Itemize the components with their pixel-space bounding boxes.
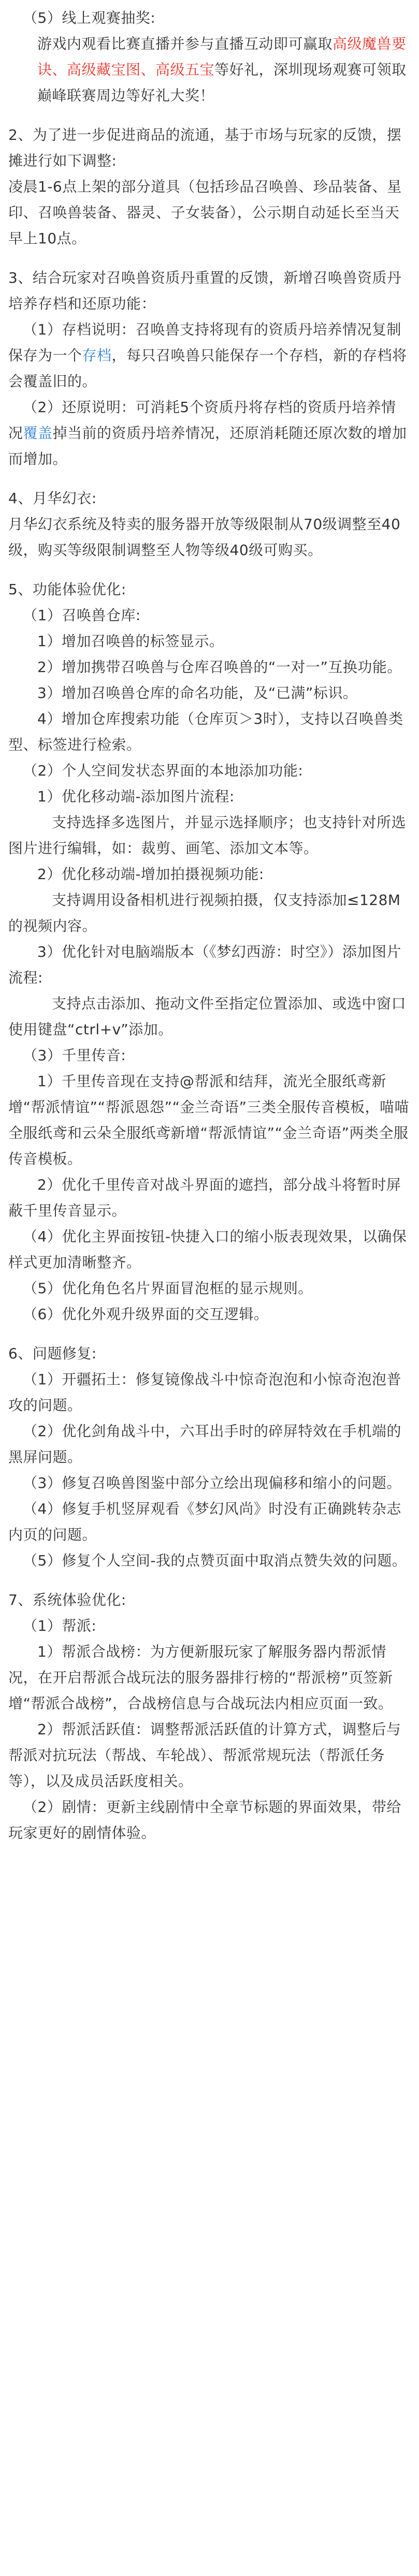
lottery-title: （5）线上观赛抽奖:	[23, 9, 156, 26]
reward-highlight: 高级藏宝图、	[67, 61, 156, 78]
section-7-heading: 7、系统体验优化:	[8, 1591, 126, 1608]
list-item-title: 3）优化针对电脑端版本（《梦幻西游：时空》）添加图片流程:	[8, 943, 401, 986]
archive-description: （1）存档说明：召唤兽支持将现有的资质丹培养情况复制保存为一个存档，每只召唤兽只能保存一个存档，新的存档将会覆盖旧的。	[8, 321, 407, 390]
list-item-body: 支持调用设备相机进行视频拍摄，仅支持添加≤128M的视频内容。	[8, 891, 401, 934]
list-item-title: 2）优化移动端-增加拍摄视频功能:	[37, 866, 264, 883]
list-item: （4）优化主界面按钮-快捷入口的缩小版表现效果，以确保样式更加清晰整齐。	[8, 1228, 407, 1271]
list-item: 1）帮派合战榜：为方便新服玩家了解服务器内帮派情况，在开启帮派合战玩法的服务器排行榜的“帮派榜”页签新增“帮派合战榜”，合战榜信息与合战玩法内相应页面一致。	[8, 1643, 393, 1712]
archive-highlight: 存档	[82, 347, 112, 364]
list-item: 2）增加携带召唤兽与仓库召唤兽的“一对一”互换功能。	[37, 658, 402, 676]
list-item: （2）优化剑角战斗中，六耳出手时的碎屏特效在手机端的黑屏问题。	[8, 1423, 401, 1466]
list-item-title: 1）优化移动端-添加图片流程:	[37, 788, 235, 805]
list-item: （3）修复召唤兽图鉴中部分立绘出现偏移和缩小的问题。	[23, 1474, 401, 1491]
list-item: （1）开疆拓土：修复镜像战斗中惊奇泡泡和小惊奇泡泡普攻的问题。	[8, 1371, 401, 1414]
section-5-heading: 5、功能体验优化:	[8, 581, 126, 598]
section-6-heading: 6、问题修复:	[8, 1345, 97, 1362]
reward-highlight: 高级魔兽要诀、	[37, 35, 407, 78]
reward-highlight: 高级五宝	[155, 61, 215, 78]
guild-title: （1）帮派:	[23, 1617, 97, 1634]
section-2-body: 凌晨1-6点上架的部分道具（包括珍品召唤兽、珍品装备、星印、召唤兽装备、器灵、子女装备），公示期自动延长至当天早上10点。	[8, 178, 402, 247]
pet-warehouse-title: （1）召唤兽仓库:	[23, 607, 141, 624]
list-item: 1）增加召唤兽的标签显示。	[37, 633, 224, 650]
list-item: （2）剧情：更新主线剧情中全章节标题的界面效果，带给玩家更好的剧情体验。	[8, 1798, 401, 1841]
list-item: 1）千里传音现在支持@帮派和结拜，流光全服纸鸢新增“帮派情谊”“帮派恩怨”“金兰奇语”三类全服传音模板，喵喵全服纸鸢和云朵全服纸鸢新增“帮派情谊”“金兰奇语”两类全服传音模板。	[8, 1073, 410, 1167]
personal-space-title: （2）个人空间发状态界面的本地添加功能:	[23, 762, 304, 779]
section-3-heading: 3、结合玩家对召唤兽资质丹重置的反馈，新增召唤兽资质丹培养存档和还原功能：	[8, 269, 402, 312]
list-item: 2）帮派活跃值：调整帮派活跃值的计算方式，调整后与帮派对抗玩法（帮战、车轮战）、帮派常规玩法（帮派任务等），以及成员活跃度相关。	[8, 1721, 401, 1790]
list-item-body: 支持选择多选图片，并显示选择顺序；也支持针对所选图片进行编辑，如：裁剪、画笔、添加文本等。	[8, 814, 407, 857]
list-item: （6）优化外观升级界面的交互逻辑。	[23, 1306, 269, 1323]
list-item-body: 支持点击添加、拖动文件至指定位置添加、或选中窗口使用键盘“ctrl+v”添加。	[8, 995, 407, 1038]
restore-description: （2）还原说明：可消耗5个资质丹将存档的资质丹培养情况覆盖掉当前的资质丹培养情况，还原消耗随还原次数的增加而增加。	[8, 399, 407, 467]
list-item: 4）增加仓库搜索功能（仓库页＞3时），支持以召唤兽类型、标签进行检索。	[8, 710, 403, 753]
lottery-body: 游戏内观看比赛直播并参与直播互动即可赢取高级魔兽要诀、高级藏宝图、高级五宝等好礼，深圳现场观赛可领取巅峰联赛周边等好礼大奖！	[37, 35, 407, 104]
list-item: 2）优化千里传音对战斗界面的遮挡，部分战斗将暂时屏蔽千里传音显示。	[8, 1176, 401, 1219]
section-4-heading: 4、月华幻衣:	[8, 490, 97, 507]
list-item: （5）修复个人空间-我的点赞页面中取消点赞失效的问题。	[23, 1552, 407, 1569]
list-item: （5）优化角色名片界面冒泡框的显示规则。	[23, 1280, 313, 1297]
section-4-body: 月华幻衣系统及特卖的服务器开放等级限制从70级调整至40级，购买等级限制调整至人物等级40级可购买。	[8, 516, 401, 559]
list-item: 3）增加召唤兽仓库的命名功能，及“已满”标识。	[37, 684, 358, 701]
section-2-heading: 2、为了进一步促进商品的流通，基于市场与玩家的反馈，摆摊进行如下调整:	[8, 126, 402, 169]
overwrite-highlight: 覆盖	[23, 425, 53, 442]
list-item: （4）修复手机竖屏观看《梦幻风尚》时没有正确跳转杂志内页的问题。	[8, 1500, 401, 1543]
voice-broadcast-title: （3）千里传音:	[23, 1047, 126, 1064]
